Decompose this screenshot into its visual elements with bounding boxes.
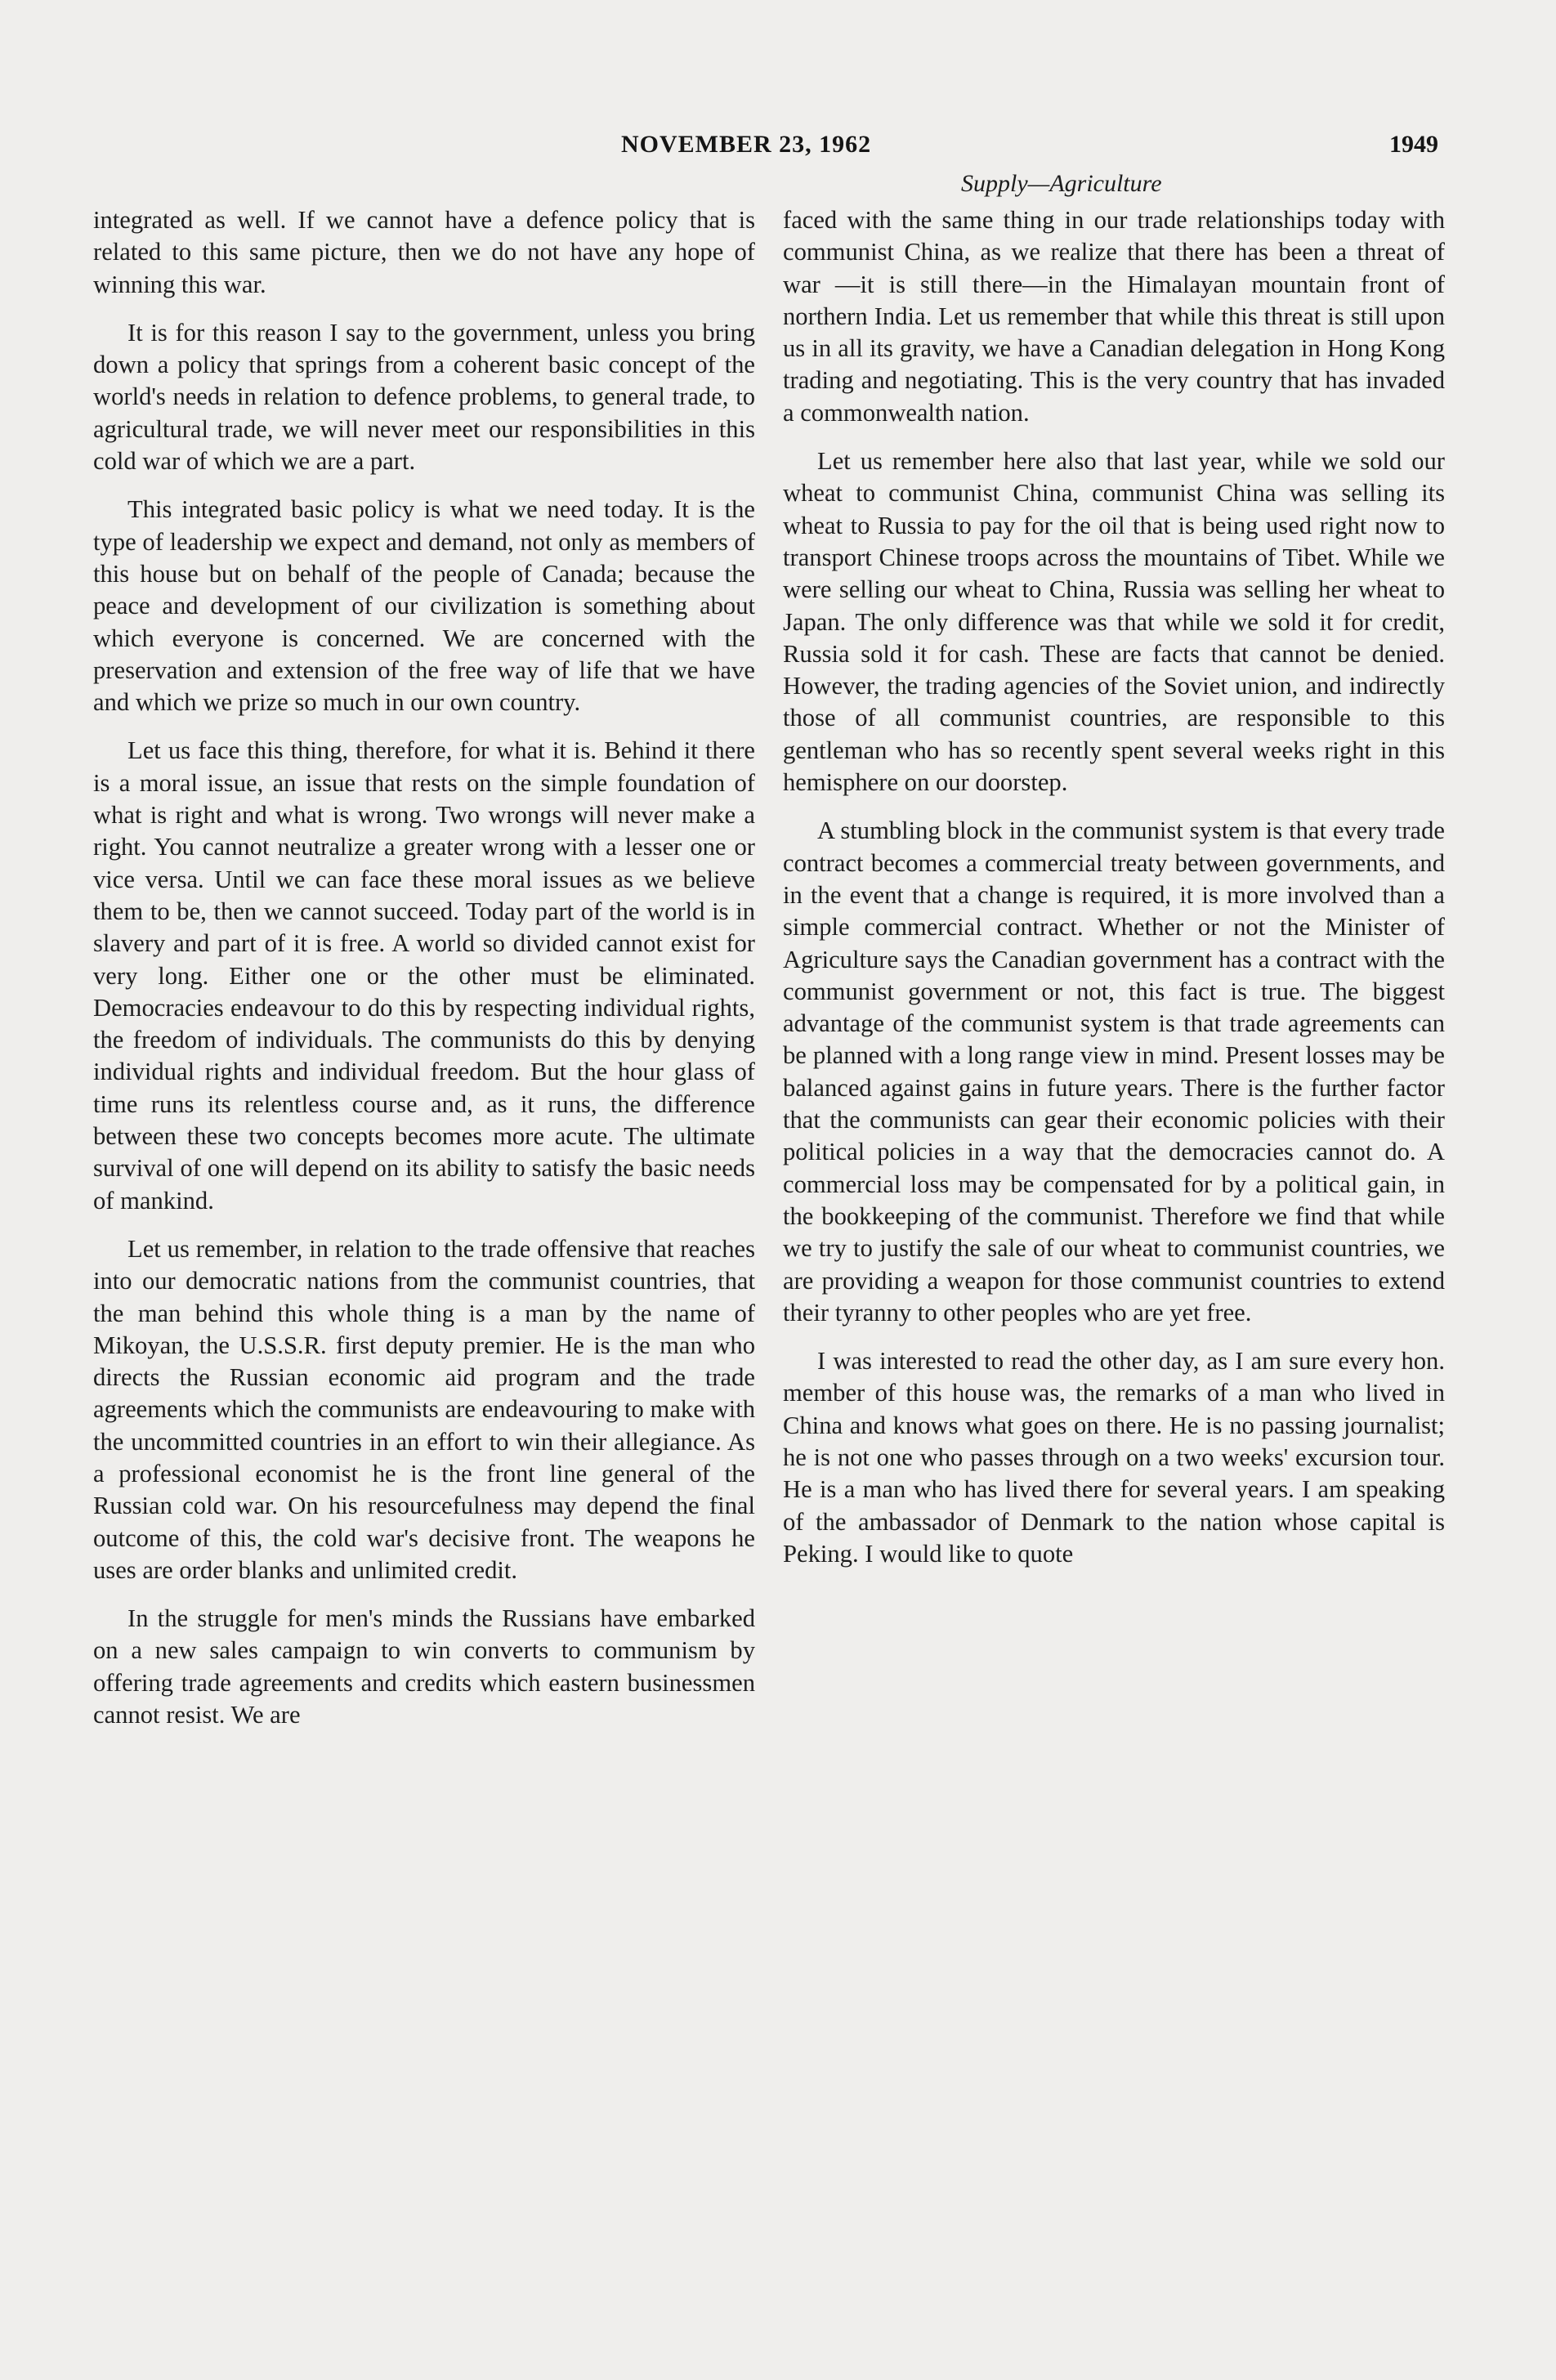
paragraph: Let us remember here also that last year, while we sold our wheat to communist China, communist China was selling its wheat to Russia to pay for the oil that is being used right now to transport Chinese troops across the mountains of Tibet. While we were selling our wheat to China, Russia was selling her wheat to Japan. The only difference was that while we sold it for credit, Russia sold it for cash. These are facts that cannot be denied. However, the trading agencies of the Soviet union, and indirectly those of all communist countries, are responsible to this gentleman who has so recently spent several weeks right in this hemisphere on our doorstep. (783, 447, 1445, 797)
section-heading: Supply—Agriculture (961, 170, 1162, 197)
paragraph: Let us remember, in relation to the trade offensive that reaches into our democratic nations from the communist countries, that the man behind this whole thing is a man by the name of Mikoyan, the U.S.S.R. first deputy premier. He is the man who directs the Russian economic aid program and the trade agreements which the communists are endeavouring to make with the uncommitted countries in an effort to win their allegiance. As a professional economist he is the front line general of the Russian cold war. On his resourcefulness may depend the final outcome of this, the cold war's decisive front. The weapons he uses are order blanks and unlimited credit. (93, 1234, 755, 1584)
paragraph: It is for this reason I say to the government, unless you bring down a policy that springs from a coherent basic concept of the world's needs in relation to defence problems, to general trade, to agricultural trade, we will never meet our responsibilities in this cold war of which we are a part. (93, 318, 755, 476)
right-column (783, 204, 1445, 1586)
paragraph: Let us face this thing, therefore, for what it is. Behind it there is a moral issue, an issue that rests on the simple foundation of what is right and what is wrong. Two wrongs will never make a right. You cannot neutralize a greater wrong with a lesser one or vice versa. Until we can face these moral issues as we believe them to be, then we cannot succeed. Today part of the world is in slavery and part of it is free. A world so divided cannot exist for very long. Either one or the other must be eliminated. Democracies endeavour to do this by respecting individual rights, the freedom of individuals. The communists do this by denying individual rights and individual freedom. But the hour glass of time runs its relentless course and, as it runs, the difference between these two concepts becomes more acute. The ultimate survival of one will depend on its ability to satisfy the basic needs of mankind. (93, 736, 755, 1215)
paragraph: In the struggle for men's minds the Russians have embarked on a new sales campaign to win converts to communism by offering trade agreements and credits which eastern businessmen cannot resist. We are (93, 1604, 755, 1729)
paragraph: integrated as well. If we cannot have a defence policy that is related to this same picture, then we do not have any hope of winning this war. (93, 206, 755, 298)
page-number: 1949 (1389, 131, 1438, 158)
page-date: NOVEMBER 23, 1962 (621, 131, 872, 158)
paragraph: A stumbling block in the communist system is that every trade contract becomes a commercial treaty between governments, and in the event that a change is required, it is more involved than a simple commercial contract. Whether or not the Minister of Agriculture says the Canadian government has a contract with the communist government or not, this fact is true. The biggest advantage of the communist system is that trade agreements can be planned with a long range view in mind. Present losses may be balanced against gains in future years. There is the further factor that the communists can gear their economic policies with their political policies in a way that the democracies cannot do. A commercial loss may be compensated for by a political gain, in the bookkeeping of the communist. Therefore we find that while we try to justify the sale of our wheat to communist countries, we are providing a weapon for those communist countries to extend their tyranny to other peoples who are yet free. (783, 816, 1445, 1326)
paragraph: This integrated basic policy is what we need today. It is the type of leadership we expect and demand, not only as members of this house but on behalf of the people of Canada; because the peace and development of our civilization is something about which everyone is concerned. We are concerned with the preservation and extension of the free way of life that we have and which we prize so much in our own country. (93, 495, 755, 717)
left-column (93, 204, 755, 1747)
paragraph: faced with the same thing in our trade relationships today with communist China, as we realize that there has been a threat of war —it is still there—in the Himalayan mountain front of northern India. Let us remember that while this threat is still upon us in all its gravity, we have a Canadian delegation in Hong Kong trading and negotiating. This is the very country that has invaded a commonwealth nation. (783, 206, 1445, 427)
paragraph: I was interested to read the other day, as I am sure every hon. member of this house was, the remarks of a man who lived in China and knows what goes on there. He is no passing journalist; he is not one who passes through on a two weeks' excursion tour. He is a man who has lived there for several years. I am speaking of the ambassador of Denmark to the nation whose capital is Peking. I would like to quote (783, 1347, 1445, 1568)
